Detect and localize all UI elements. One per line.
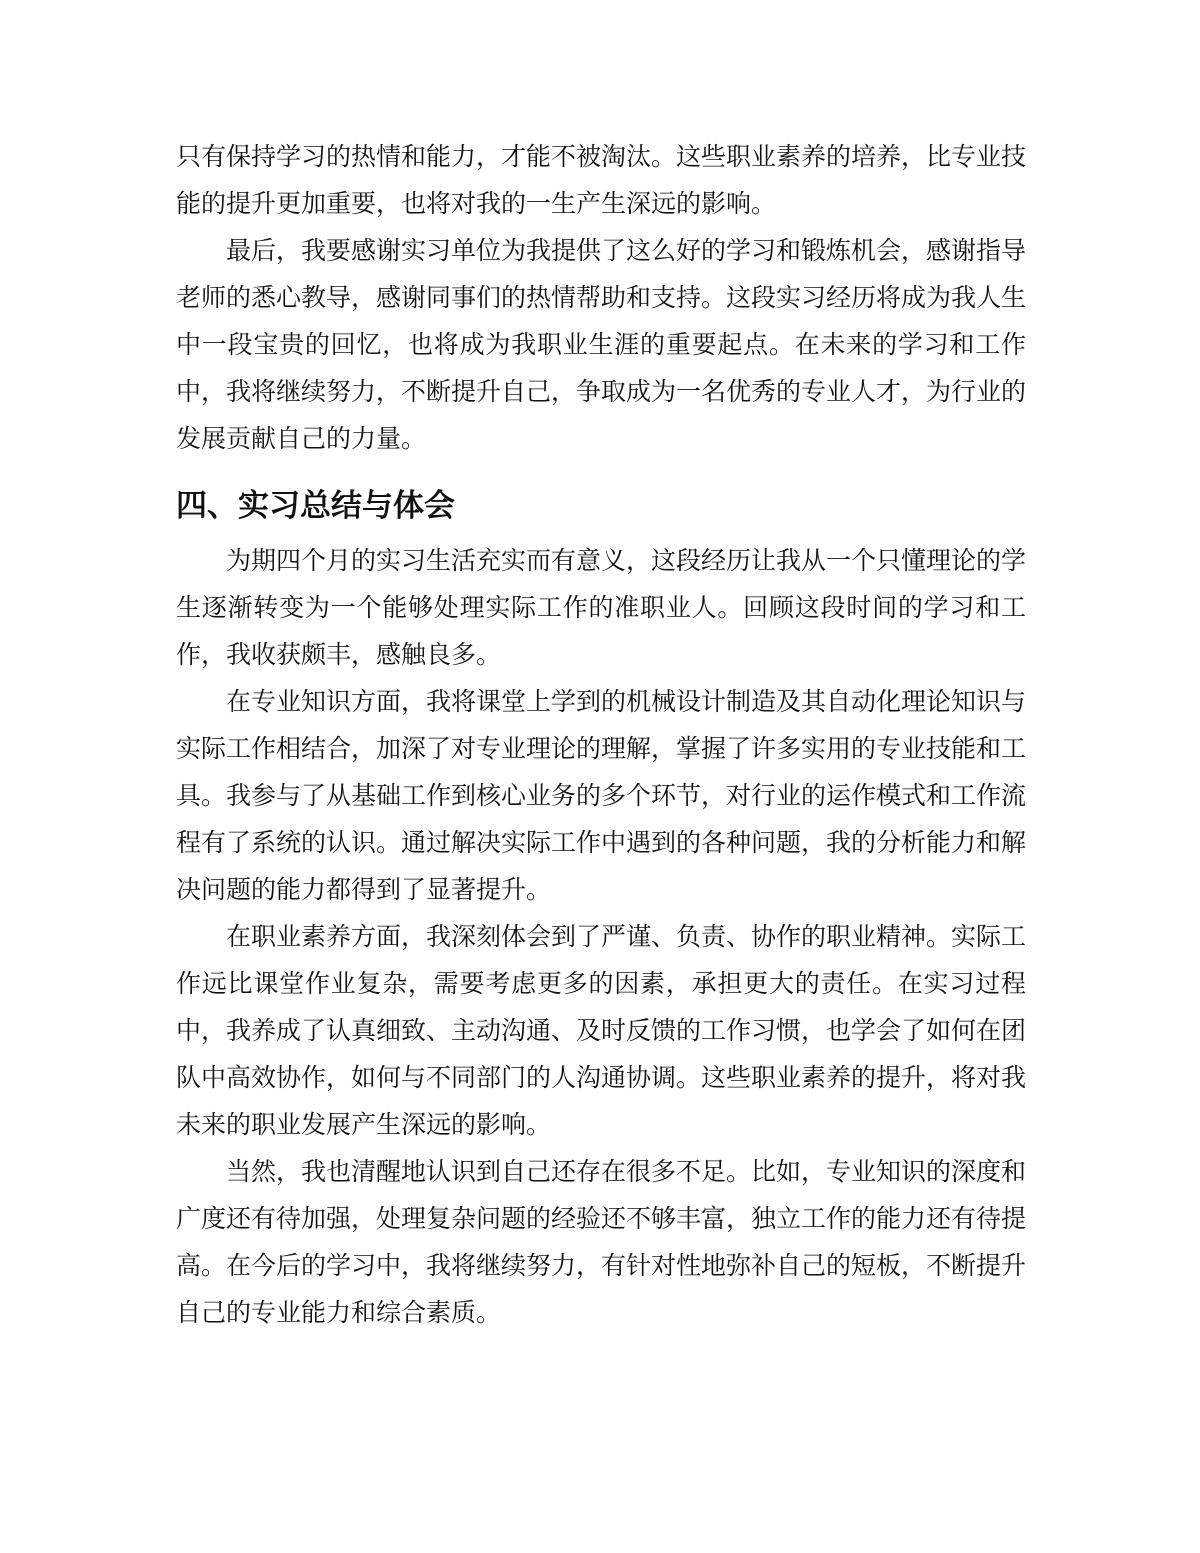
section-heading: 四、实习总结与体会: [176, 488, 455, 524]
closing-thanks-paragraph: 最后，我要感谢实习单位为我提供了这么好的学习和锻炼机会，感谢指导老师的悉心教导，感谢同事们的热情帮助和支持。这段实习经历将成为我人生中一段宝贵的回忆，也将成为我职业生涯的重要起点。在未来的学习和工作中，我将继续努力，不断提升自己，争取成为一名优秀的专业人才，为行业的发展贡献自己的力量。: [176, 236, 1027, 453]
top-text-block: [176, 133, 1026, 462]
professional-quality-paragraph: 在职业素养方面，我深刻体会到了严谨、负责、协作的职业精神。实际工作远比课堂作业复杂，需要考虑更多的因素，承担更大的责任。在实习过程中，我养成了认真细致、主动沟通、及时反馈的工作习惯，也学会了如何在团队中高效协作，如何与不同部门的人沟通协调。这些职业素养的提升，将对我未来的职业发展产生深远的影响。: [176, 922, 1027, 1139]
shortcomings-paragraph: 当然，我也清醒地认识到自己还存在很多不足。比如，专业知识的深度和广度还有待加强，处理复杂问题的经验还不够丰富，独立工作的能力还有待提高。在今后的学习中，我将继续努力，有针对性地弥补自己的短板，不断提升自己的专业能力和综合素质。: [176, 1157, 1027, 1327]
section-text-block: [176, 537, 1026, 1336]
continued-paragraph: 只有保持学习的热情和能力，才能不被淘汰。这些职业素养的培养，比专业技能的提升更加重要，也将对我的一生产生深远的影响。: [176, 142, 1027, 218]
professional-knowledge-paragraph: 在专业知识方面，我将课堂上学到的机械设计制造及其自动化理论知识与实际工作相结合，加深了对专业理论的理解，掌握了许多实用的专业技能和工具。我参与了从基础工作到核心业务的多个环节，对行业的运作模式和工作流程有了系统的认识。通过解决实际工作中遇到的各种问题，我的分析能力和解决问题的能力都得到了显著提升。: [176, 687, 1027, 904]
summary-intro-paragraph: 为期四个月的实习生活充实而有意义，这段经历让我从一个只懂理论的学生逐渐转变为一个能够处理实际工作的准职业人。回顾这段时间的学习和工作，我收获颇丰，感触良多。: [176, 546, 1027, 669]
